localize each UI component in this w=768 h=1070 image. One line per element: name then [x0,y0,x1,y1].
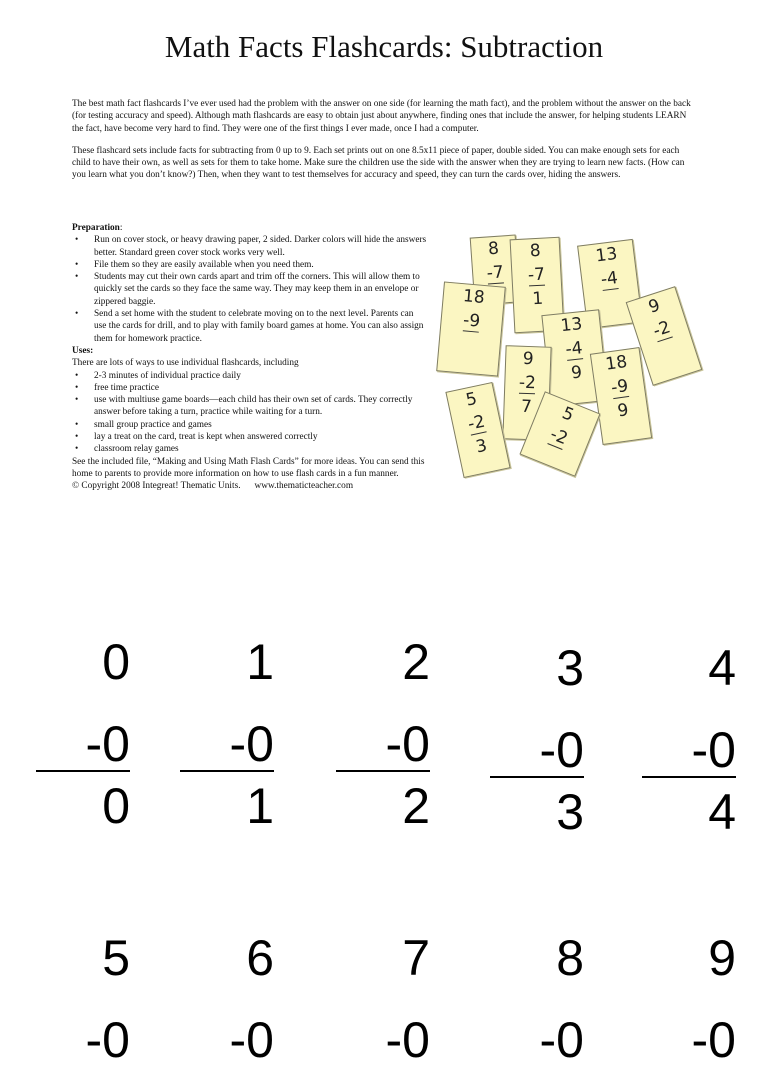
list-item: • free time practice [94,382,428,394]
flashcard-top: 1 [246,634,274,690]
flashcard-subtrahend: -0 [85,1012,130,1068]
copyright-line: © Copyright 2008 Integreat! Thematic Units. www.thematicteacher.com [72,481,354,492]
illustration-card: 5 -2 [519,391,600,477]
illustration-card: 13 -4 [577,239,643,329]
flashcard-subtrahend: -0 [691,722,736,778]
flashcard-top: 8 [556,930,584,986]
flashcard-top: 2 [402,634,430,690]
illustration-card: 18 -9 9 [590,347,652,445]
list-item: • lay a treat on the card, treat is kept when answered correctly [94,431,428,443]
list-item: • 2-3 minutes of individual practice daily [94,370,428,382]
flashcard-answer: 3 [556,784,584,840]
website-link[interactable]: www.thematicteacher.com [254,481,354,492]
flashcard [626,928,736,1070]
list-item: • Students may cut their own cards apart and trim off the corners. This will allow them to quickly set the cards so they face the same way. They may keep them in an envelope or zippered baggie. [94,271,428,308]
flashcard [164,928,274,1070]
flashcard-subtrahend: -0 [229,1012,274,1068]
list-item: • use with multiuse game boards—each child has their own set of cards. They correctly answer before taking a turn, practice while waiting for a turn. [94,394,428,419]
flashcard-answer: 1 [246,778,274,834]
uses-intro: There are lots of ways to use individual flashcards, including [72,358,299,369]
intro-paragraph-2: These flashcard sets include facts for subtracting from 0 up to 9. Each set prints out on one 8.5x11 piece of paper, double sided. You can make enough sets for each child to have their own, as well as sets for them to take home. Make sure the children use the side with the answer when they are trying to learn new facts. (How can you learn what you don’t know?) Then, when they want to test themselves for accuracy and speed, they can turn the cards over, hiding the answers. [72,145,685,181]
list-item: • Run on cover stock, or heavy drawing paper, 2 sided. Darker colors will hide the answers better. Standard green cover stock works very well. [94,234,428,259]
flashcard-answer: 2 [402,778,430,834]
page-title: Math Facts Flashcards: Subtraction [164,29,604,64]
illustration-card: 13 -4 9 [541,309,608,407]
preparation-list [72,234,428,345]
list-item: • small group practice and games [94,419,428,431]
flashcard-subtrahend: -0 [229,716,274,772]
flashcard [20,632,130,836]
intro-section [72,98,698,192]
flashcard [474,928,584,1070]
list-item: • File them so they are easily available when you need them. [94,259,428,271]
flashcard-top: 5 [102,930,130,986]
flashcard-subtrahend: -0 [539,722,584,778]
flashcards-illustration [432,228,692,478]
flashcard-subtrahend: -0 [385,716,430,772]
flashcard-subtrahend: -0 [539,1012,584,1068]
uses-list [72,370,428,456]
illustration-card: 8 -7 1 [510,237,565,333]
illustration-card: 8 -7 [470,234,521,305]
flashcard [474,638,584,842]
list-item: • Send a set home with the student to celebrate moving on to the next level. Parents can use the cards for drill, and to play with family board games at home. You can also assign them for homework practice. [94,308,428,345]
flashcard [320,928,430,1070]
preparation-heading: Preparation: [72,223,123,233]
flashcard-top: 3 [556,640,584,696]
flashcard-subtrahend: -0 [85,716,130,772]
flashcard-subtrahend: -0 [385,1012,430,1068]
illustration-card: 9 -2 7 [502,345,551,441]
list-item: • classroom relay games [94,443,428,455]
illustration-card: 9 -2 [626,286,703,386]
flashcard [164,632,274,836]
flashcard-top: 6 [246,930,274,986]
flashcard-top: 4 [708,640,736,696]
see-also-note: See the included file, “Making and Using Math Flash Cards” for more ideas. You can send this home to parents to provide more information on how to use flash cards in a fun manner. [72,456,425,479]
flashcard-answer: 4 [708,784,736,840]
flashcard-top: 0 [102,634,130,690]
flashcard [320,632,430,836]
flashcard-subtrahend: -0 [691,1012,736,1068]
intro-paragraph-1: The best math fact flashcards I’ve ever used had the problem with the answer on one side (for learning the math fact), and the problem without the answer on the back (for testing accuracy and speed). Although math flashcards are easy to obtain just about anywhere, finding ones that include the answer, for helping students LEARN the fact, have become very hard to find. They were one of the first things I ever made, once I had a computer. [72,99,691,134]
flashcard-top: 9 [708,930,736,986]
flashcard-answer: 0 [102,778,130,834]
flashcard [20,928,130,1070]
illustration-card: 18 -9 [436,281,506,376]
illustration-card: 5 -2 3 [445,382,510,478]
flashcard [626,638,736,842]
flashcard-top: 7 [402,930,430,986]
instructions-column [72,222,428,493]
uses-heading: Uses: [72,345,94,356]
